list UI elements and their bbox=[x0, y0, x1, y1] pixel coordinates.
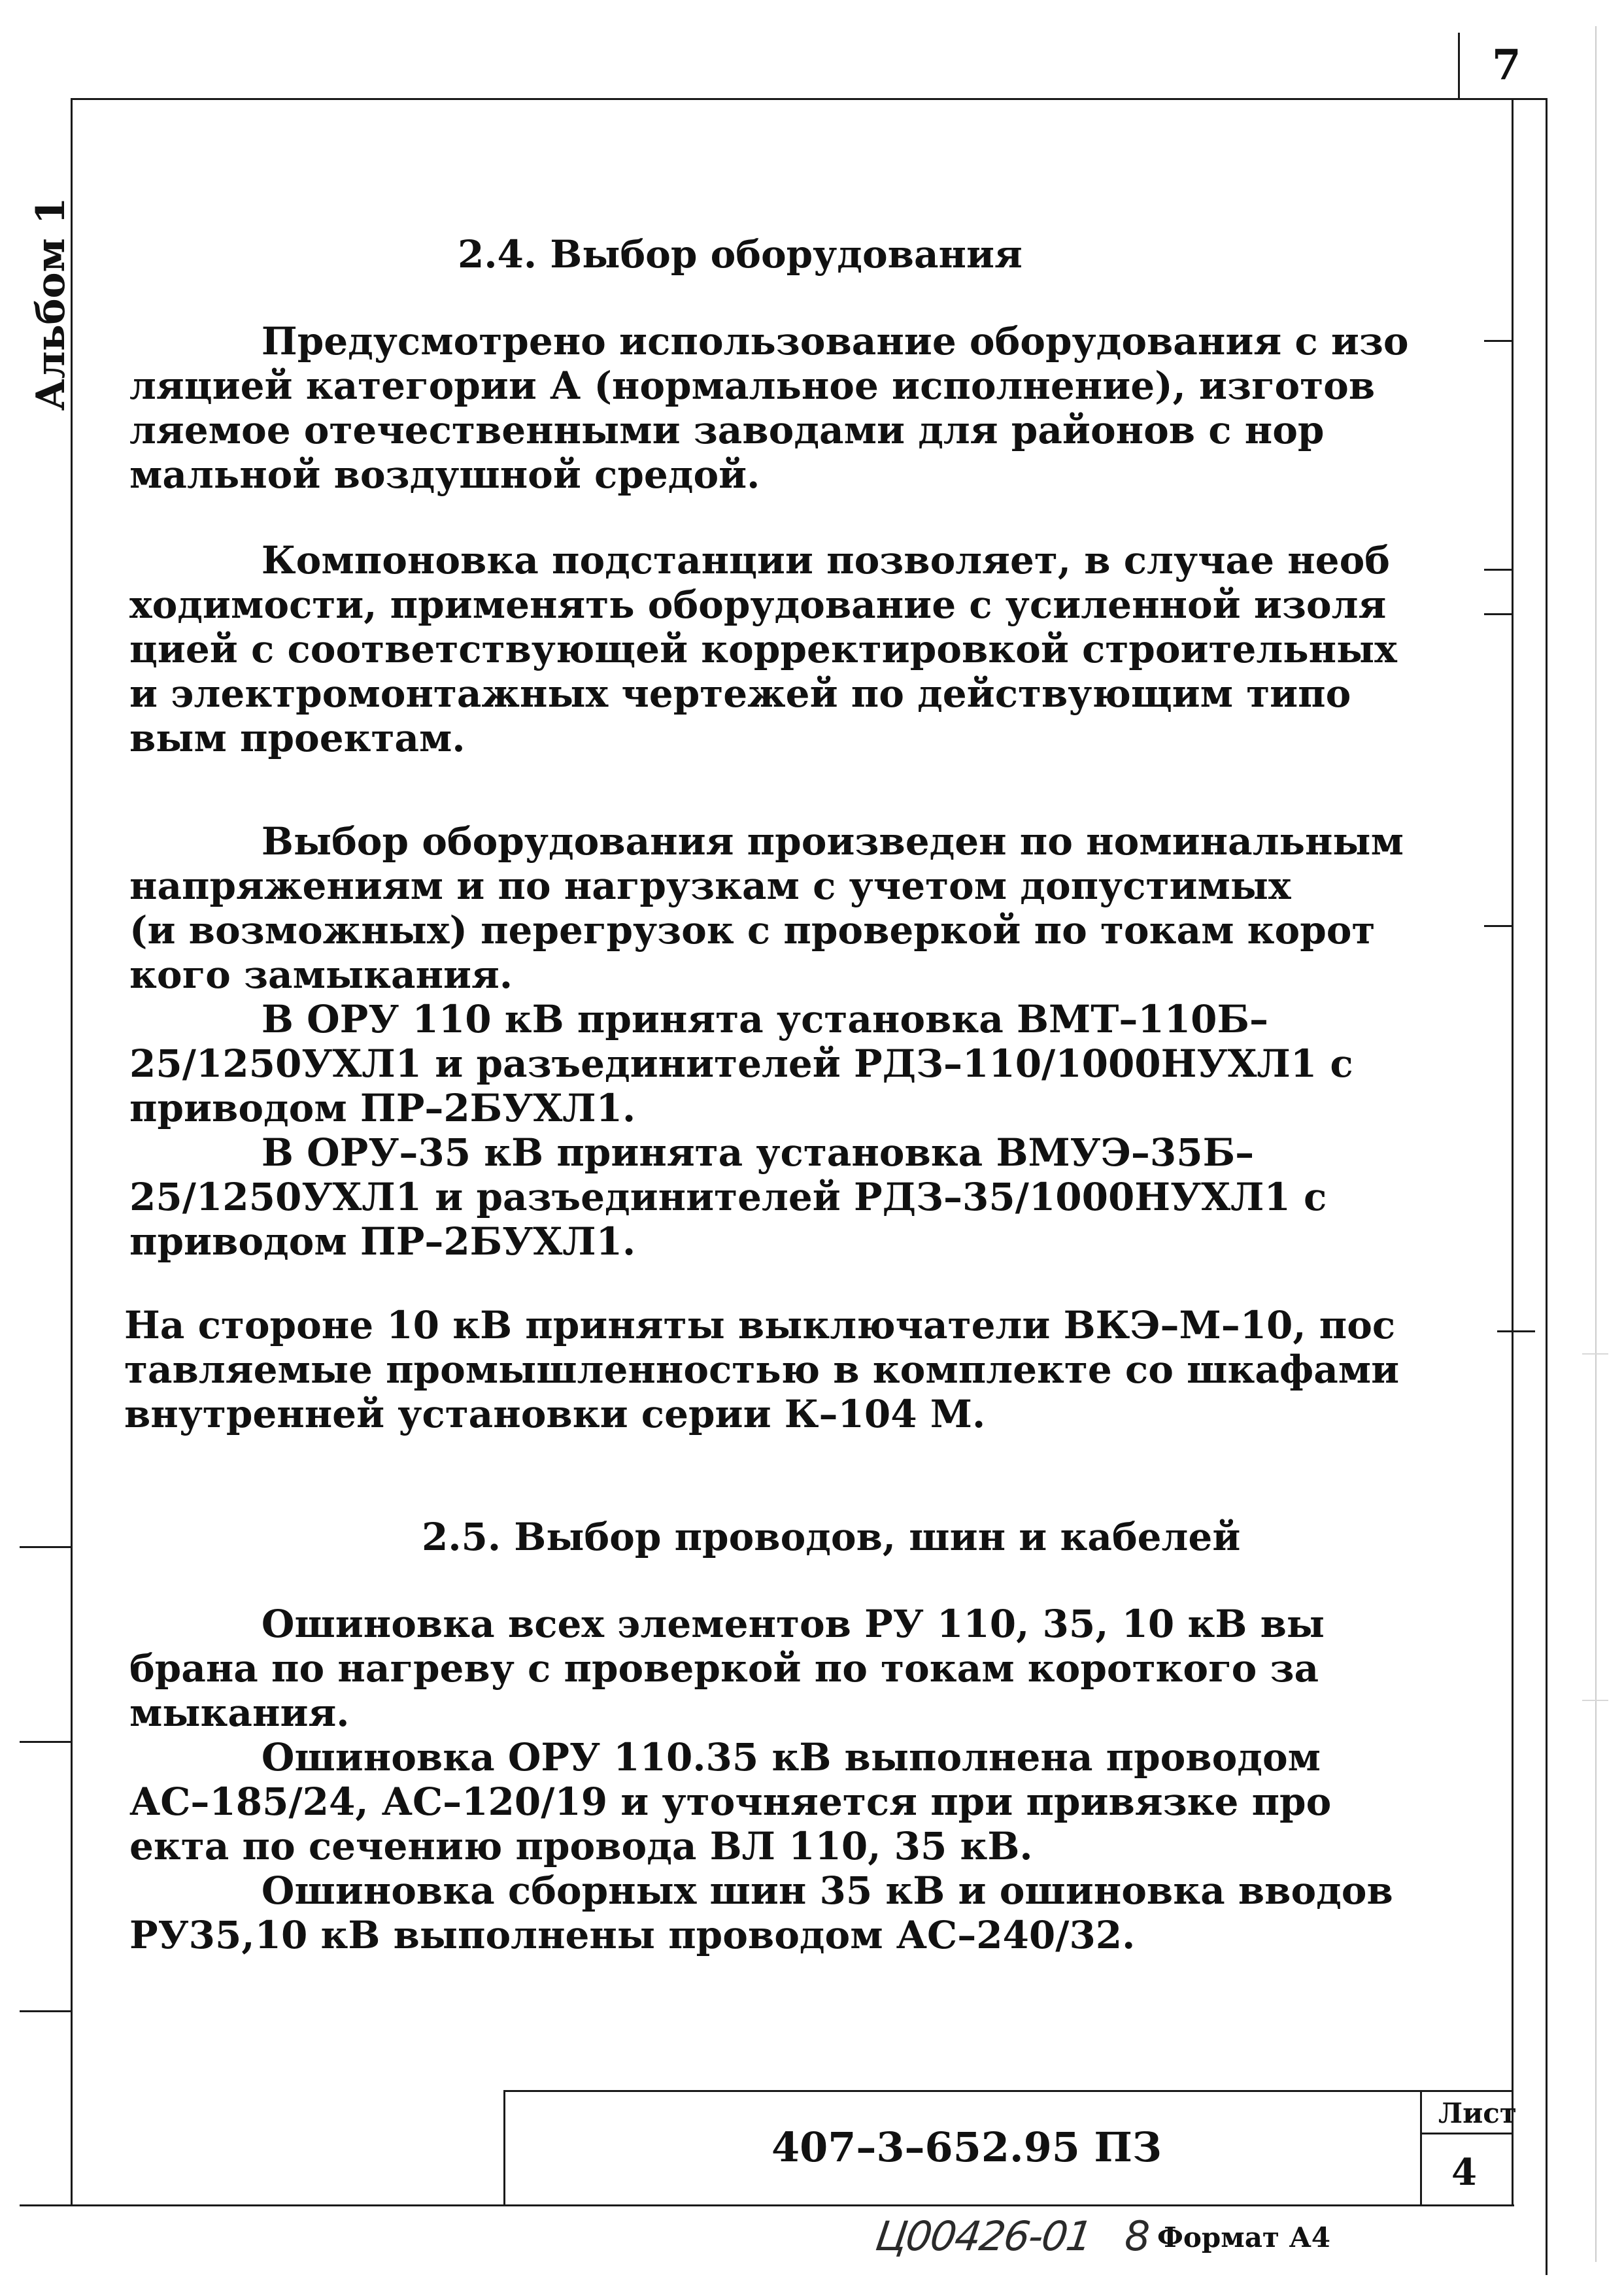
top-page-number-divider bbox=[1458, 33, 1460, 99]
stamp-sheet-label-divider bbox=[1420, 2133, 1514, 2134]
frame-outer-right-line bbox=[1546, 98, 1548, 2275]
format-label: Формат А4 bbox=[1157, 2221, 1331, 2253]
paragraph: Компоновка подстанции позволяет, в случае необ ходимости, применять оборудование с усиленной изоля цией с соответствующей корректировкой строительных и электромонтажных чертежей по действующим типо вым проектам. bbox=[129, 538, 1397, 760]
frame-bottom-border bbox=[20, 2204, 1514, 2206]
frame-right-border bbox=[1512, 98, 1514, 2206]
paragraph: Выбор оборудования произведен по номинальным напряжениям и по нагрузкам с учетом допустимых (и возможных) перегрузок с проверкой по токам корот кого замыкания. В ОРУ 110 кВ принята установка ВМТ–110Б– 25/1250УХЛ1 и разъединителей РДЗ–110/1000НУХЛ1 с приводом ПР–2БУХЛ1. В ОРУ–35 кВ принята установка ВМУЭ–35Б– 25/1250УХЛ1 и разъединителей РДЗ–35/1000НУХЛ1 с приводом ПР–2БУХЛ1. bbox=[129, 819, 1404, 1264]
page-number-top: 7 bbox=[1492, 41, 1521, 90]
stamp-left-border bbox=[503, 2090, 505, 2206]
sheet-label: Лист bbox=[1438, 2097, 1517, 2129]
paragraph: Предусмотрено использование оборудования с изо ляцией категории А (нормальное исполнение), изготов ляемое отечественными заводами для районов с нор мальной воздушной средой. bbox=[129, 319, 1409, 497]
frame-top-border bbox=[71, 98, 1546, 100]
margin-tick bbox=[20, 1546, 72, 1548]
archive-number: 8 bbox=[1125, 2212, 1151, 2260]
section-heading-equipment: 2.4. Выбор оборудования bbox=[458, 232, 1023, 277]
scan-edge-line bbox=[1595, 26, 1597, 2262]
paragraph: На стороне 10 кВ приняты выключатели ВКЭ–М–10, пос тавляемые промышленностью в комплекте со шкафами внутренней установки серии К–104 М. bbox=[124, 1303, 1400, 1436]
archive-code: Ц00426-01 bbox=[872, 2212, 1094, 2260]
section-heading-wires: 2.5. Выбор проводов, шин и кабелей bbox=[422, 1515, 1241, 1559]
stamp-top-border bbox=[503, 2090, 1514, 2092]
paragraph: Ошиновка всех элементов РУ 110, 35, 10 кВ вы брана по нагреву с проверкой по токам короткого за мыкания. Ошиновка ОРУ 110.35 кВ выполнена проводом АС–185/24, АС–120/19 и уточняется при привязке про екта по сечению провода ВЛ 110, 35 кВ. Ошиновка сборных шин 35 кВ и ошиновка вводов РУ35,10 кВ выполнены проводом АС–240/32. bbox=[129, 1602, 1393, 1957]
scan-artifact bbox=[1582, 1353, 1608, 1355]
stamp-sheet-divider bbox=[1420, 2090, 1422, 2206]
scan-artifact bbox=[1582, 1700, 1608, 1701]
document-code: 407–3–652.95 ПЗ bbox=[771, 2123, 1162, 2171]
margin-tick bbox=[20, 1741, 72, 1743]
sheet-number: 4 bbox=[1451, 2151, 1477, 2194]
album-label: Альбом 1 bbox=[28, 197, 74, 411]
frame-left-border bbox=[71, 98, 73, 2206]
margin-tick bbox=[20, 2010, 72, 2012]
margin-tick bbox=[1497, 1330, 1535, 1332]
